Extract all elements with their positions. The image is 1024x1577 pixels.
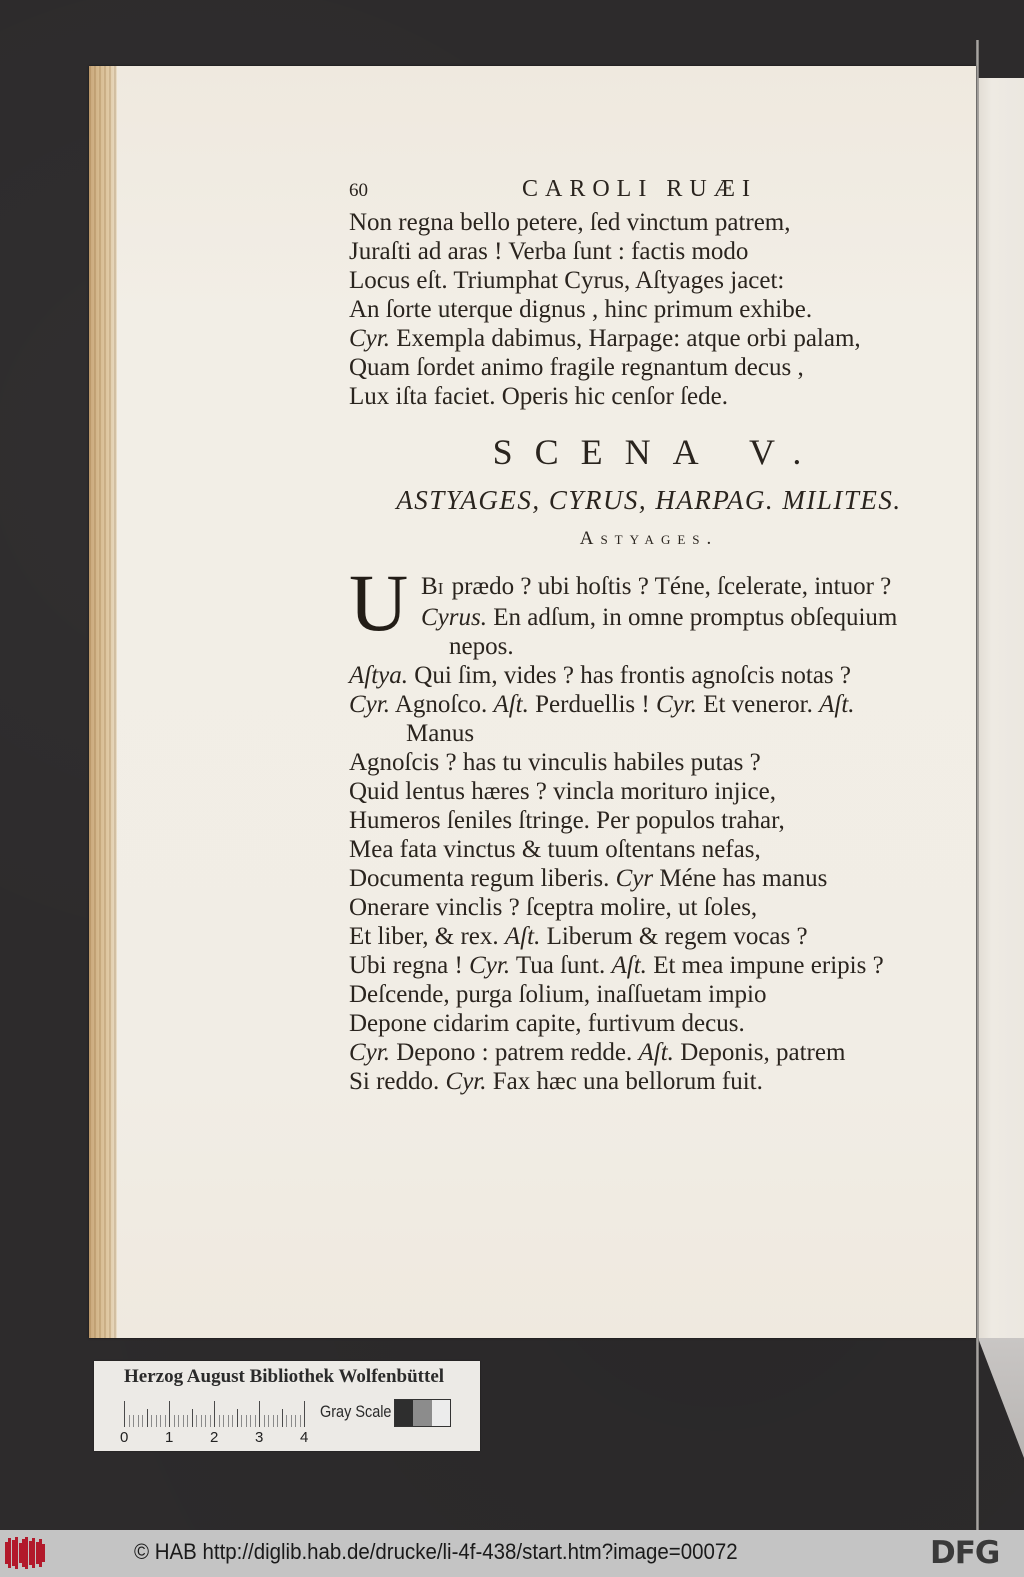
- ruler-tick: [210, 1415, 211, 1427]
- speaker-abbrev: Cyr.: [655, 691, 697, 718]
- verse-continuation: nepos.: [449, 633, 514, 660]
- ruler-tick: [138, 1415, 139, 1427]
- verse-line: [349, 922, 949, 951]
- ruler-tick: [282, 1409, 283, 1427]
- verse-line: [349, 1038, 949, 1067]
- verse-line: [349, 208, 949, 237]
- verse-text: Fax hæc una bellorum fuit.: [486, 1068, 763, 1095]
- verse-line: [349, 690, 949, 719]
- ruler-tick: [228, 1415, 229, 1427]
- verse-line: [349, 661, 949, 690]
- verse-line: [349, 295, 949, 324]
- ruler-label: 1: [165, 1429, 174, 1446]
- cast-list: ASTYAGES, CYRUS, HARPAG. MILITES.: [396, 485, 902, 515]
- verse-text: Documenta regum liberis.: [349, 865, 616, 892]
- verse-text: Tua ſunt.: [510, 952, 612, 979]
- ruler-labels: [120, 1429, 320, 1449]
- ruler-tick: [237, 1409, 238, 1427]
- ruler-tick: [255, 1415, 256, 1427]
- ruler-tick: [291, 1415, 292, 1427]
- verse-line: [349, 893, 949, 922]
- speaker-abbrev: Cyr.: [349, 1039, 390, 1066]
- speaker-abbrev: Cyr.: [349, 325, 390, 352]
- ruler-tick: [151, 1415, 152, 1427]
- ruler-tick: [246, 1415, 247, 1427]
- verse-text: Méne has manus: [653, 865, 828, 892]
- ruler-tick: [273, 1415, 274, 1427]
- ruler-tick: [133, 1415, 134, 1427]
- verse-text: Agnoſcis ? has tu vinculis habiles putas ?: [349, 749, 761, 776]
- ruler-tick: [223, 1415, 224, 1427]
- ruler-tick: [196, 1415, 197, 1427]
- verse-text: Juraſti ad aras ! Verba ſunt : factis modo: [349, 238, 749, 265]
- verse-text: Quam ſordet animo fragile regnantum decus ,: [349, 354, 804, 381]
- drop-cap-letter: U: [349, 557, 409, 648]
- ruler-label: 0: [120, 1429, 129, 1446]
- verse-line: [349, 603, 949, 632]
- ruler-tick: [178, 1415, 179, 1427]
- verse-text: prædo ? ubi hoſtis ? Téne, ſcelerate, intuor ?: [445, 573, 892, 600]
- verse-lines-mid: [349, 661, 949, 719]
- verse-line: [349, 353, 949, 382]
- running-title: CAROLI RUÆI: [522, 176, 758, 202]
- verse-lines-top: [349, 208, 949, 411]
- verse-text: Ubi regna !: [349, 952, 470, 979]
- gray-scale-swatches: [394, 1399, 451, 1427]
- gray-swatch: [432, 1400, 450, 1426]
- ruler-label: 3: [255, 1429, 264, 1446]
- page-edge-stack: [89, 66, 117, 1338]
- ruler-tick: [232, 1415, 233, 1427]
- ruler-tick: [214, 1401, 215, 1427]
- ruler-tick: [201, 1415, 202, 1427]
- ruler-label: 4: [300, 1429, 309, 1446]
- ruler-label: 2: [210, 1429, 219, 1446]
- speaker-abbrev: Aſt.: [504, 923, 541, 950]
- verse-line: [349, 1009, 949, 1038]
- gray-swatch: [395, 1400, 413, 1426]
- verse-text: Si reddo.: [349, 1068, 446, 1095]
- verse-text: Quid lentus hæres ? vincla morituro injice,: [349, 778, 776, 805]
- speaker-abbrev: Aſt.: [611, 952, 647, 979]
- verse-text: Non regna bello petere, ſed vinctum patrem,: [349, 209, 791, 236]
- ruler-tick: [187, 1415, 188, 1427]
- dropcap-paragraph: [349, 557, 949, 661]
- dfg-logo-icon: DFG: [930, 1535, 1000, 1571]
- verse-text: Lux iſta faciet. Operis hic cenſor ſede.: [349, 383, 729, 410]
- verse-continuation: Manus: [406, 720, 475, 747]
- verse-line: [349, 266, 949, 295]
- ruler-tick: [268, 1415, 269, 1427]
- ruler-tick: [295, 1415, 296, 1427]
- verse-line: [349, 324, 949, 353]
- ruler-tick: [219, 1415, 220, 1427]
- ruler-tick: [129, 1415, 130, 1427]
- speaker-heading: Astyages.: [579, 528, 719, 549]
- verse-text: Depone cidarim capite, furtivum decus.: [349, 1010, 745, 1037]
- library-name: Herzog August Bibliothek Wolfenbüttel: [124, 1366, 445, 1387]
- verse-text: I: [437, 579, 446, 598]
- speaker-abbrev: Cyr.: [445, 1068, 487, 1095]
- ruler-tick: [205, 1415, 206, 1427]
- running-head: [349, 176, 949, 208]
- facing-page-edge: [978, 78, 1024, 1338]
- ruler-scale: [124, 1401, 314, 1427]
- ruler-tick: [277, 1415, 278, 1427]
- verse-text: Deſcende, purga ſolium, inaſſuetam impio: [349, 981, 767, 1008]
- verse-line: [349, 835, 949, 864]
- verse-text: Locus eſt. Triumphat Cyrus, Aſtyages jacet:: [349, 267, 785, 294]
- ruler-tick: [286, 1415, 287, 1427]
- verse-text: Exempla dabimus, Harpage: atque orbi palam,: [389, 325, 861, 352]
- verse-line: [349, 806, 949, 835]
- ruler-tick: [174, 1415, 175, 1427]
- verse-line: [349, 382, 949, 411]
- ruler-tick: [300, 1415, 301, 1427]
- ruler-tick: [169, 1401, 170, 1427]
- verse-line: [349, 951, 949, 980]
- page-number: 60: [349, 180, 368, 201]
- ruler-tick: [250, 1415, 251, 1427]
- verse-line: [349, 777, 949, 806]
- verse-text: En adſum, in omne promptus obſequium: [486, 604, 898, 631]
- verse-text: Humeros ſeniles ſtringe. Per populos trahar,: [349, 807, 785, 834]
- speaker-abbrev: Cyr.: [349, 691, 390, 718]
- speaker-abbrev: Cyrus.: [421, 604, 487, 631]
- speaker-abbrev: Aſtya.: [349, 662, 409, 689]
- book-page: [89, 66, 976, 1338]
- verse-line: [349, 748, 949, 777]
- verse-lines-bottom: [349, 748, 949, 1096]
- verse-text: Perduellis !: [528, 691, 656, 718]
- verse-text: Et mea impune eripis ?: [646, 952, 884, 979]
- verse-line: [349, 864, 949, 893]
- footer-bar: [0, 1530, 1024, 1577]
- copyright-url[interactable]: © HAB http://diglib.hab.de/drucke/li-4f-438/start.htm?image=00072: [134, 1539, 738, 1564]
- verse-text: B: [421, 573, 438, 600]
- verse-text: Et veneror.: [696, 691, 820, 718]
- ruler-tick: [304, 1401, 305, 1427]
- ruler-tick: [241, 1415, 242, 1427]
- ruler-tick: [147, 1409, 148, 1427]
- verse-text: Liberum & regem vocas ?: [540, 923, 808, 950]
- speaker-abbrev: Aſt.: [819, 691, 855, 718]
- verse-text: Qui ſim, vides ? has frontis agnoſcis notas ?: [408, 662, 851, 689]
- scene-title: SCENA V.: [492, 432, 824, 472]
- verse-line: [349, 237, 949, 266]
- gray-swatch: [413, 1400, 431, 1426]
- ruler-tick: [156, 1415, 157, 1427]
- hab-barcode-logo-icon: [5, 1537, 47, 1569]
- ruler-tick: [183, 1415, 184, 1427]
- ruler-tick: [160, 1415, 161, 1427]
- ruler-tick: [192, 1409, 193, 1427]
- speaker-abbrev: Aſt.: [638, 1039, 674, 1066]
- verse-line: [349, 572, 949, 603]
- verse-text: Depono : patrem redde.: [389, 1039, 639, 1066]
- speaker-abbrev: Aſt.: [493, 691, 529, 718]
- ruler-tick: [124, 1401, 125, 1427]
- ruler-tick: [142, 1415, 143, 1427]
- gray-scale-label: Gray Scale: [320, 1402, 392, 1421]
- ruler-tick: [259, 1401, 260, 1427]
- verse-text: Onerare vinclis ? ſceptra molire, ut ſoles,: [349, 894, 758, 921]
- speaker-abbrev: Cyr: [615, 865, 654, 892]
- verse-line: [349, 980, 949, 1009]
- page-text-block: [349, 176, 949, 1096]
- color-scale-card: [94, 1361, 480, 1451]
- verse-text: Et liber, & rex.: [349, 923, 505, 950]
- ruler-tick: [165, 1415, 166, 1427]
- dropcap-lines: [349, 572, 949, 632]
- verse-text: Deponis, patrem: [673, 1039, 846, 1066]
- verse-text: An ſorte uterque dignus , hinc primum exhibe.: [349, 296, 813, 323]
- speaker-abbrev: Cyr.: [469, 952, 511, 979]
- verse-text: Agnoſco.: [389, 691, 494, 718]
- ruler-tick: [264, 1415, 265, 1427]
- verse-line: [349, 1067, 949, 1096]
- book-gutter: [976, 40, 979, 1530]
- verse-text: Mea fata vinctus & tuum oſtentans nefas,: [349, 836, 761, 863]
